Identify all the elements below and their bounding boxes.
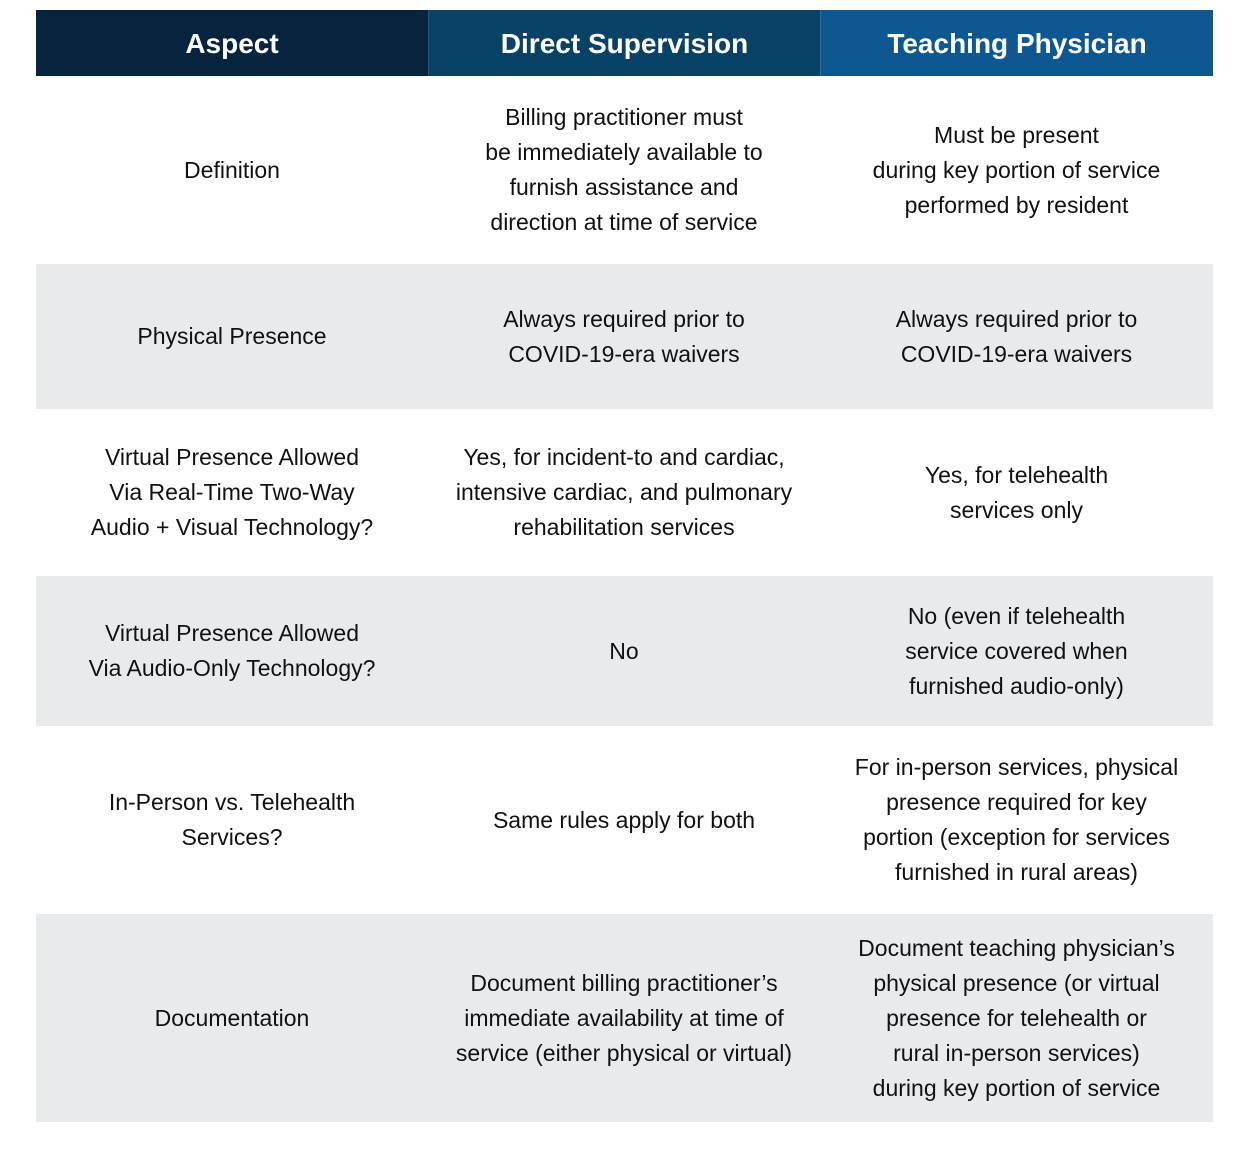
header-direct-supervision: Direct Supervision (428, 10, 820, 76)
teaching-physician-cell: For in-person services, physical presence required for key portion (exception for services furnished in rural areas) (854, 754, 1179, 885)
table-row-virtual-audio-only (36, 576, 1213, 726)
table-header-row (36, 10, 1213, 76)
aspect-cell: In-Person vs. Telehealth Services? (108, 789, 356, 850)
direct-supervision-cell: Yes, for incident-to and cardiac, intensive cardiac, and pulmonary rehabilitation services (455, 444, 793, 540)
teaching-physician-cell: Must be present during key portion of service performed by resident (872, 121, 1161, 218)
table-row-definition (36, 76, 1213, 264)
teaching-physician-cell: Yes, for telehealth services only (924, 461, 1109, 523)
direct-supervision-cell: No (609, 637, 639, 664)
comparison-table (36, 10, 1213, 1122)
direct-supervision-cell: Same rules apply for both (492, 806, 756, 833)
header-aspect: Aspect (36, 10, 428, 76)
table-row-documentation (36, 914, 1213, 1122)
teaching-physician-cell: Document teaching physician’s physical presence (or virtual presence for telehealth or rural in-person services) during key portion of service (858, 934, 1175, 1101)
table-row-virtual-av (36, 409, 1213, 576)
aspect-cell: Physical Presence (137, 323, 327, 349)
teaching-physician-cell: No (even if telehealth service covered when furnished audio-only) (905, 602, 1128, 699)
aspect-cell: Definition (184, 156, 280, 183)
aspect-cell: Virtual Presence Allowed Via Real-Time Two-Way Audio + Visual Technology? (90, 444, 374, 540)
direct-supervision-cell: Billing practitioner must be immediately available to furnish assistance and direction at time of service (485, 104, 763, 235)
direct-supervision-cell: Always required prior to COVID-19-era waivers (503, 305, 745, 367)
aspect-cell: Documentation (154, 1004, 310, 1031)
table-row-physical-presence (36, 264, 1213, 409)
table-row-in-person-vs-telehealth (36, 726, 1213, 914)
direct-supervision-cell: Document billing practitioner’s immediate availability at time of service (either physical or virtual) (455, 969, 793, 1066)
teaching-physician-cell: Always required prior to COVID-19-era waivers (895, 305, 1138, 367)
aspect-cell: Virtual Presence Allowed Via Audio-Only Technology? (88, 620, 376, 681)
header-teaching-physician: Teaching Physician (820, 10, 1213, 76)
